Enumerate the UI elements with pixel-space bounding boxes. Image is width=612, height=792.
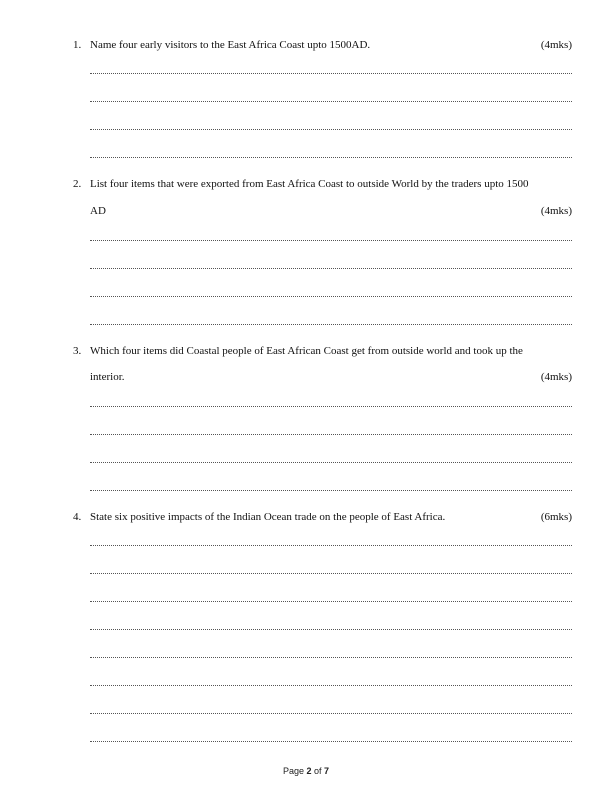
answer-line[interactable] (90, 462, 572, 463)
question-text: Name four early visitors to the East Africa Coast upto 1500AD. (90, 39, 371, 51)
answer-line[interactable] (90, 296, 572, 297)
question-number: 2. (73, 178, 82, 190)
answer-line[interactable] (90, 741, 572, 742)
question-marks: (6mks) (540, 511, 572, 523)
answer-line[interactable] (90, 601, 572, 602)
answer-line[interactable] (90, 434, 572, 435)
answer-line[interactable] (90, 713, 572, 714)
answer-line[interactable] (90, 629, 572, 630)
answer-line[interactable] (90, 268, 572, 269)
answer-line[interactable] (90, 657, 572, 658)
answer-line[interactable] (90, 406, 572, 407)
question-marks: (4mks) (540, 205, 572, 217)
total-page-count: 7 (324, 766, 330, 776)
question-text-continuation: AD (90, 205, 106, 217)
question-text: Which four items did Coastal people of East African Coast get from outside world and took up the (90, 345, 523, 357)
answer-line[interactable] (90, 157, 572, 158)
answer-line[interactable] (90, 545, 572, 546)
question-marks: (4mks) (540, 371, 572, 383)
question-marks: (4mks) (540, 39, 572, 51)
question-text: List four items that were exported from East Africa Coast to outside World by the traders upto 1500 (90, 178, 529, 190)
answer-line[interactable] (90, 490, 572, 491)
question-number: 3. (73, 345, 82, 357)
answer-line[interactable] (90, 101, 572, 102)
question-text-continuation: interior. (90, 371, 125, 383)
current-page-number: 2 (306, 766, 312, 776)
question-text: State six positive impacts of the Indian Ocean trade on the people of East Africa. (90, 511, 446, 523)
answer-line[interactable] (90, 573, 572, 574)
page-footer (0, 766, 612, 776)
footer-middle: of (311, 766, 325, 776)
question-number: 4. (73, 511, 82, 523)
answer-line[interactable] (90, 73, 572, 74)
answer-line[interactable] (90, 685, 572, 686)
answer-line[interactable] (90, 240, 572, 241)
answer-line[interactable] (90, 129, 572, 130)
question-number: 1. (73, 39, 82, 51)
answer-line[interactable] (90, 324, 572, 325)
footer-prefix: Page (282, 766, 307, 776)
